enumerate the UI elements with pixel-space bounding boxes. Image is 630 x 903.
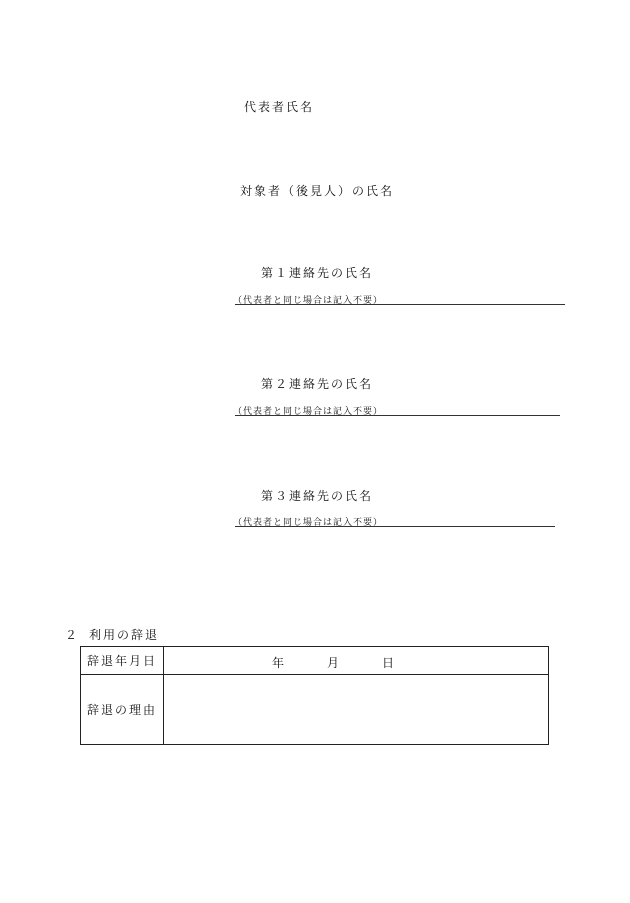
contact2-name-underline[interactable] — [235, 415, 560, 416]
section2-number: ２ — [65, 628, 80, 642]
contact1-note: （代表者と同じ場合は記入不要） — [233, 296, 384, 306]
contact1-name-underline[interactable] — [235, 304, 565, 305]
withdrawal-date-field[interactable] — [164, 647, 549, 675]
table-row — [81, 647, 549, 675]
subject-name-label: 対象者（後見人）の氏名 — [240, 184, 395, 198]
table-row — [81, 675, 549, 745]
year-label: 年 — [272, 656, 285, 670]
representative-name-label: 代表者氏名 — [244, 100, 315, 114]
withdrawal-reason-field[interactable] — [164, 675, 549, 745]
contact2-note: （代表者と同じ場合は記入不要） — [233, 407, 384, 417]
contact1-name-label: 第１連絡先の氏名 — [261, 266, 374, 280]
withdrawal-date-label: 辞退年月日 — [81, 647, 164, 675]
withdrawal-table — [80, 646, 549, 745]
contact2-name-label: 第２連絡先の氏名 — [261, 377, 374, 391]
section2-title: 利用の辞退 — [89, 628, 160, 642]
contact3-name-underline[interactable] — [235, 526, 555, 527]
contact3-name-label: 第３連絡先の氏名 — [261, 489, 374, 503]
withdrawal-reason-label: 辞退の理由 — [81, 675, 164, 745]
day-label: 日 — [382, 656, 395, 670]
month-label: 月 — [327, 656, 340, 670]
contact3-note: （代表者と同じ場合は記入不要） — [233, 518, 384, 528]
